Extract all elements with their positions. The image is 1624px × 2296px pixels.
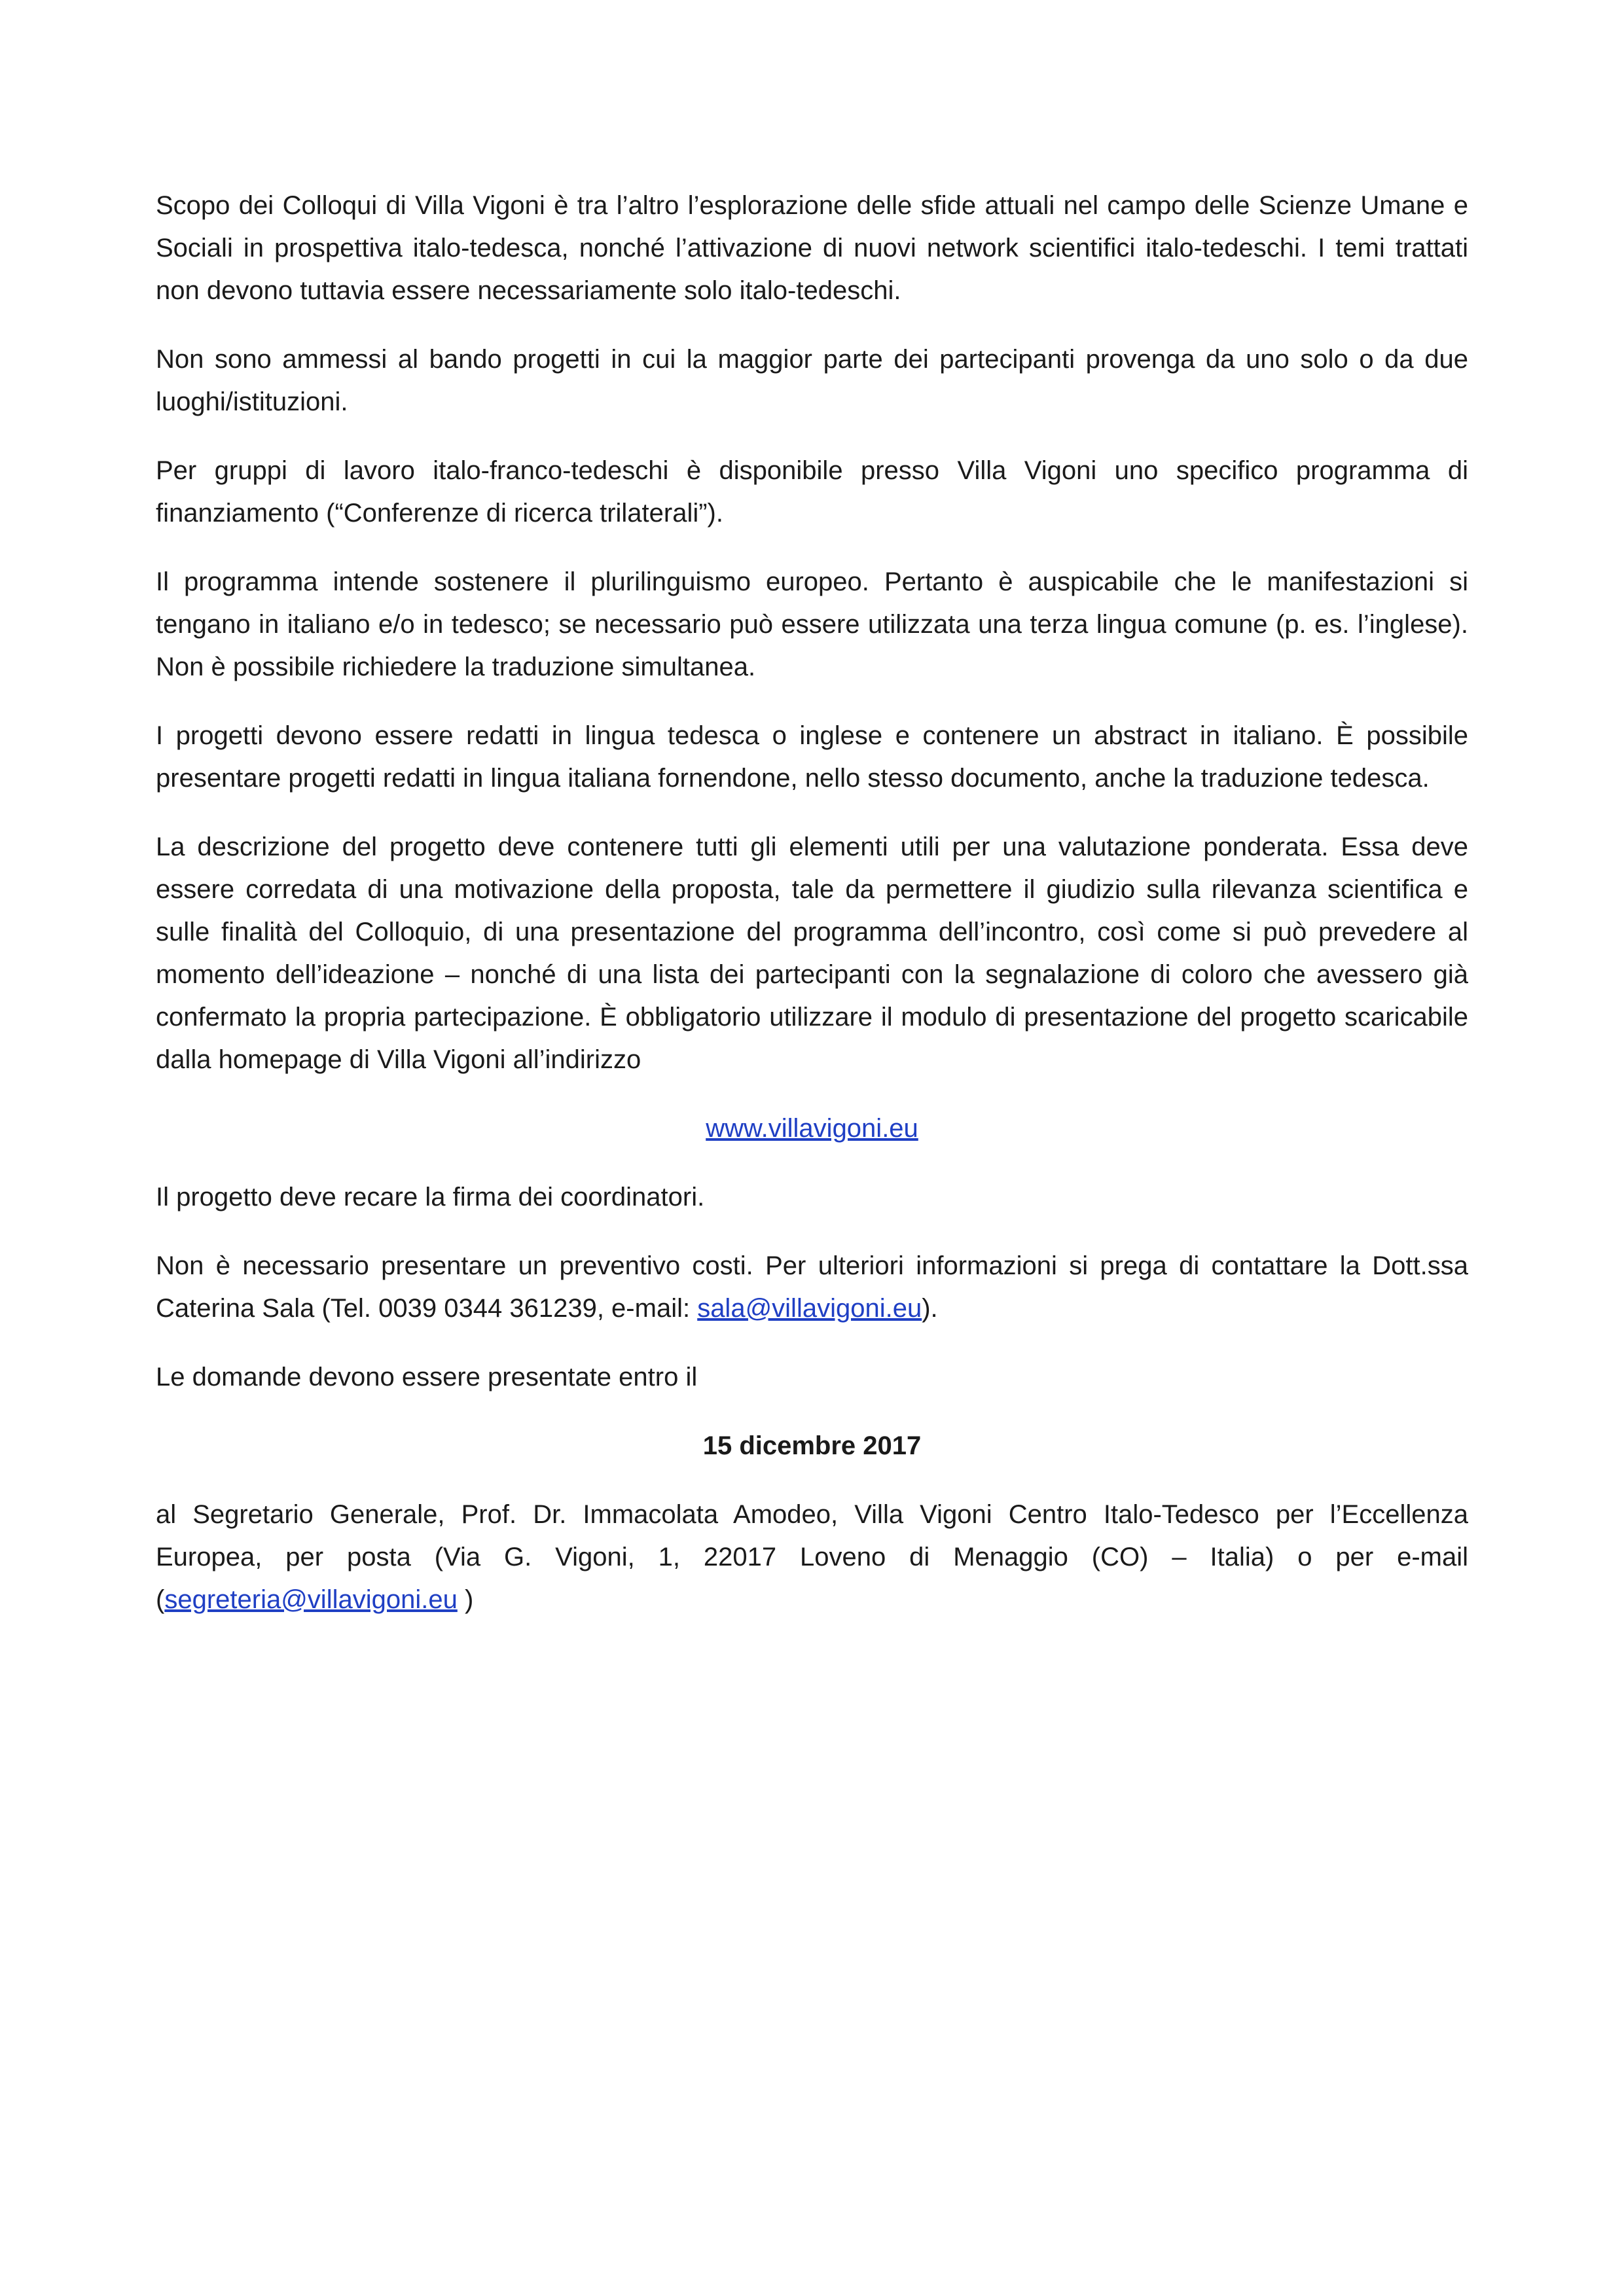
paragraph-eligibility: Non sono ammessi al bando progetti in cui la maggior parte dei partecipanti provenga da uno solo o da due luoghi/istituzioni. [156,345,1468,416]
paragraph-signature: Il progetto deve recare la firma dei coordinatori. [156,1183,705,1211]
paragraph-project-language: I progetti devono essere redatti in lingua tedesca o inglese e contenere un abstract in italiano. È possibile presentare progetti redatti in lingua italiana fornendone, nello stesso documento, anche la traduzione tedesca. [156,721,1468,793]
website-link-line [156,1107,1468,1150]
paragraph-contact [156,1245,1468,1330]
contact-text-end: ). [922,1294,938,1323]
contact-text: Non è necessario presentare un preventivo costi. Per ulteriori informazioni si prega di contattare la Dott.ssa Caterina Sala (Tel. 0039 0344 361239, e-mail: [156,1251,1468,1323]
paragraph-languages: Il programma intende sostenere il plurilinguismo europeo. Pertanto è auspicabile che le manifestazioni si tengano in italiano e/o in tedesco; se necessario può essere utilizzata una terza lingua comune (p. es. l’inglese). Non è possibile richiedere la traduzione simultanea. [156,567,1468,681]
deadline-date: 15 dicembre 2017 [702,1431,922,1460]
contact-email-link[interactable]: sala@villavigoni.eu [697,1294,922,1323]
website-link[interactable]: www.villavigoni.eu [706,1114,918,1143]
submission-email-link[interactable]: segreteria@villavigoni.eu [164,1585,458,1614]
paragraph-scope: Scopo dei Colloqui di Villa Vigoni è tra l’altro l’esplorazione delle sfide attuali nel campo delle Scienze Umane e Sociali in prospettiva italo-tedesca, nonché l’attivazione di nuovi network scientifici italo-tedeschi. I temi trattati non devono tuttavia essere necessariamente solo italo-tedeschi. [156,191,1468,305]
submission-text-end: ) [457,1585,474,1614]
paragraph-trilateral: Per gruppi di lavoro italo-franco-tedeschi è disponibile presso Villa Vigoni uno specifico programma di finanziamento (“Conferenze di ricerca trilaterali”). [156,456,1468,528]
document-body [156,185,1468,1647]
submission-text: al Segretario Generale, Prof. Dr. Immacolata Amodeo, Villa Vigoni Centro Italo-Tedesco per l’Eccellenza Europea, per posta (Via G. Vigoni, 1, 22017 Loveno di Menaggio (CO) – Italia) o per e-mail ( [156,1500,1468,1614]
paragraph-deadline-intro: Le domande devono essere presentate entro il [156,1363,698,1391]
paragraph-submission [156,1494,1468,1621]
paragraph-description: La descrizione del progetto deve contenere tutti gli elementi utili per una valutazione ponderata. Essa deve essere corredata di una motivazione della proposta, tale da permettere il giudizio sulla rilevanza scientifica e sulle finalità del Colloquio, di una presentazione del programma dell’incontro, così come si può prevedere al momento dell’ideazione – nonché di una lista dei partecipanti con la segnalazione di coloro che avessero già confermato la propria partecipazione. È obbligatorio utilizzare il modulo di presentazione del progetto scaricabile dalla homepage di Villa Vigoni all’indirizzo [156,833,1468,1074]
